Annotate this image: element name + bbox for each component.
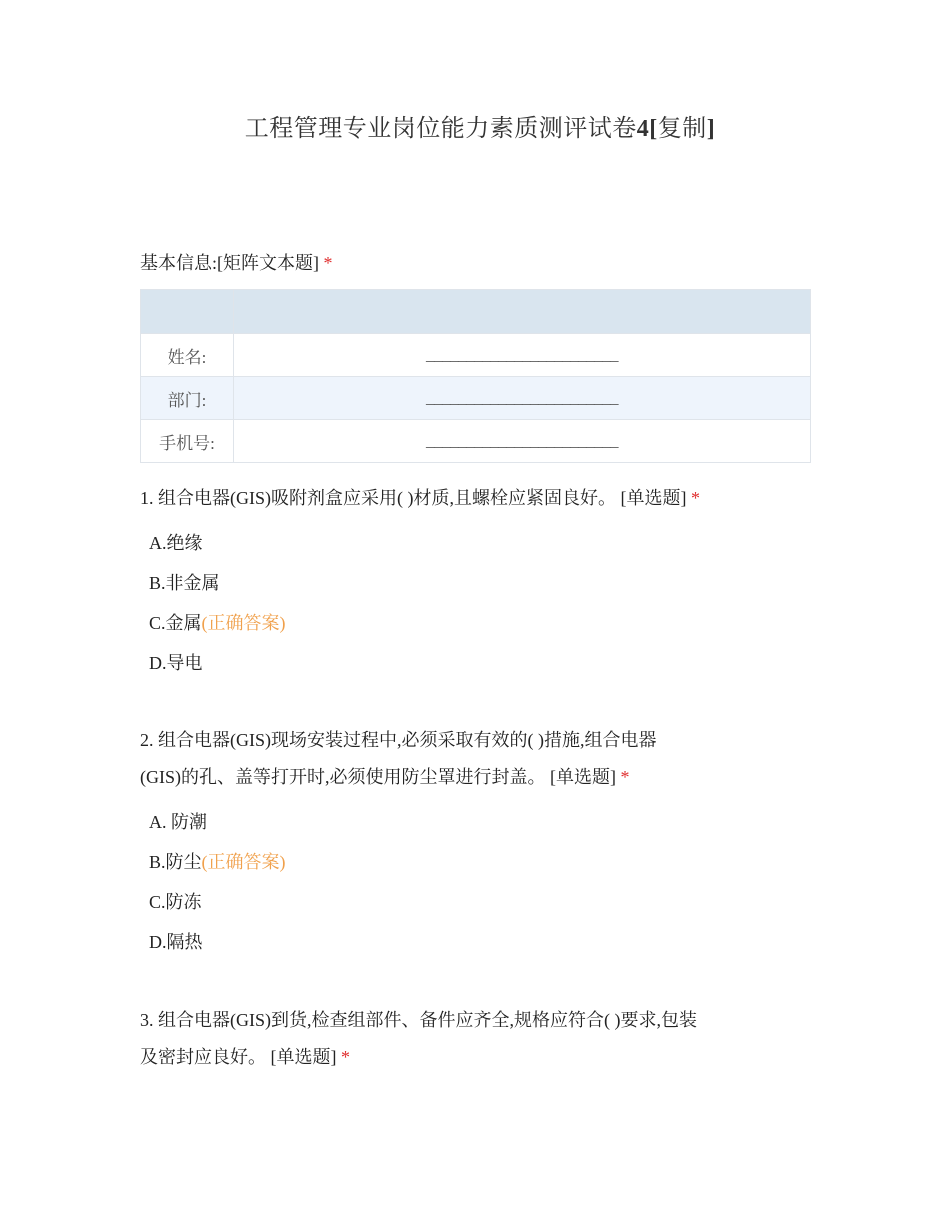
- table-row: [141, 377, 811, 420]
- required-mark: *: [620, 767, 630, 787]
- title-prefix: 工程管理专业岗位能力素质测评试卷: [244, 116, 637, 142]
- row-label-department: 部门:: [141, 377, 234, 420]
- phone-input-blank[interactable]: ________________________: [234, 420, 811, 463]
- question-1-title: [140, 480, 812, 517]
- question-type: [单选题]: [620, 488, 687, 508]
- department-input-blank[interactable]: ________________________: [234, 377, 811, 420]
- title-suffix: 复制: [657, 116, 707, 142]
- correct-answer-label: (正确答案): [201, 613, 286, 633]
- option-d[interactable]: D.隔热: [149, 932, 203, 952]
- option-a[interactable]: A. 防潮: [149, 812, 207, 832]
- option-c[interactable]: C.防冻: [149, 892, 202, 912]
- table-header-row: [141, 290, 811, 334]
- required-mark: *: [341, 1047, 350, 1067]
- basic-info-section: [140, 245, 812, 463]
- title-end: ]: [706, 116, 716, 142]
- required-mark: *: [323, 253, 333, 273]
- question-1: [140, 480, 812, 683]
- question-text-line1: 组合电器(GIS)现场安装过程中,必须采取有效的( )措施,组合电器: [158, 730, 657, 750]
- option-b[interactable]: B.防尘(正确答案): [149, 852, 286, 872]
- table-row: [141, 334, 811, 377]
- question-text-line1: 组合电器(GIS)到货,检查组部件、备件应齐全,规格应符合( )要求,包装: [158, 1010, 697, 1030]
- table-header-cell: [141, 290, 234, 334]
- question-text: 组合电器(GIS)吸附剂盒应采用( )材质,且螺栓应紧固良好。: [158, 488, 616, 508]
- question-2: [140, 722, 812, 962]
- option-c[interactable]: C.金属(正确答案): [149, 613, 286, 633]
- question-text-line2: 及密封应良好。: [140, 1047, 266, 1067]
- correct-answer-label: (正确答案): [201, 852, 286, 872]
- table-header-cell: [234, 290, 811, 334]
- question-number: 3.: [140, 1010, 154, 1030]
- question-number: 2.: [140, 730, 154, 750]
- page-title: [0, 108, 950, 143]
- question-text-line2: (GIS)的孔、盖等打开时,必须使用防尘罩进行封盖。: [140, 767, 546, 787]
- required-mark: *: [690, 488, 700, 508]
- row-label-name: 姓名:: [141, 334, 234, 377]
- question-2-title-line2: [140, 759, 812, 796]
- question-type: [单选题]: [550, 767, 616, 787]
- title-number: 4[: [636, 116, 658, 142]
- table-row: [141, 420, 811, 463]
- question-number: 1.: [140, 488, 154, 508]
- question-3-title: [140, 1002, 812, 1039]
- name-input-blank[interactable]: ________________________: [234, 334, 811, 377]
- row-label-phone: 手机号:: [141, 420, 234, 463]
- option-b[interactable]: B.非金属: [149, 573, 220, 593]
- question-type: [单选题]: [270, 1047, 337, 1067]
- question-3-title-line2: [140, 1039, 812, 1076]
- question-2-title: [140, 722, 812, 759]
- basic-info-label: 基本信息:: [140, 253, 218, 273]
- basic-info-title: [140, 245, 812, 282]
- basic-info-table: [140, 289, 811, 463]
- option-d[interactable]: D.导电: [149, 653, 203, 673]
- basic-info-type: [矩阵文本题]: [217, 253, 320, 273]
- question-3: [140, 1002, 812, 1076]
- option-a[interactable]: A.绝缘: [149, 533, 203, 553]
